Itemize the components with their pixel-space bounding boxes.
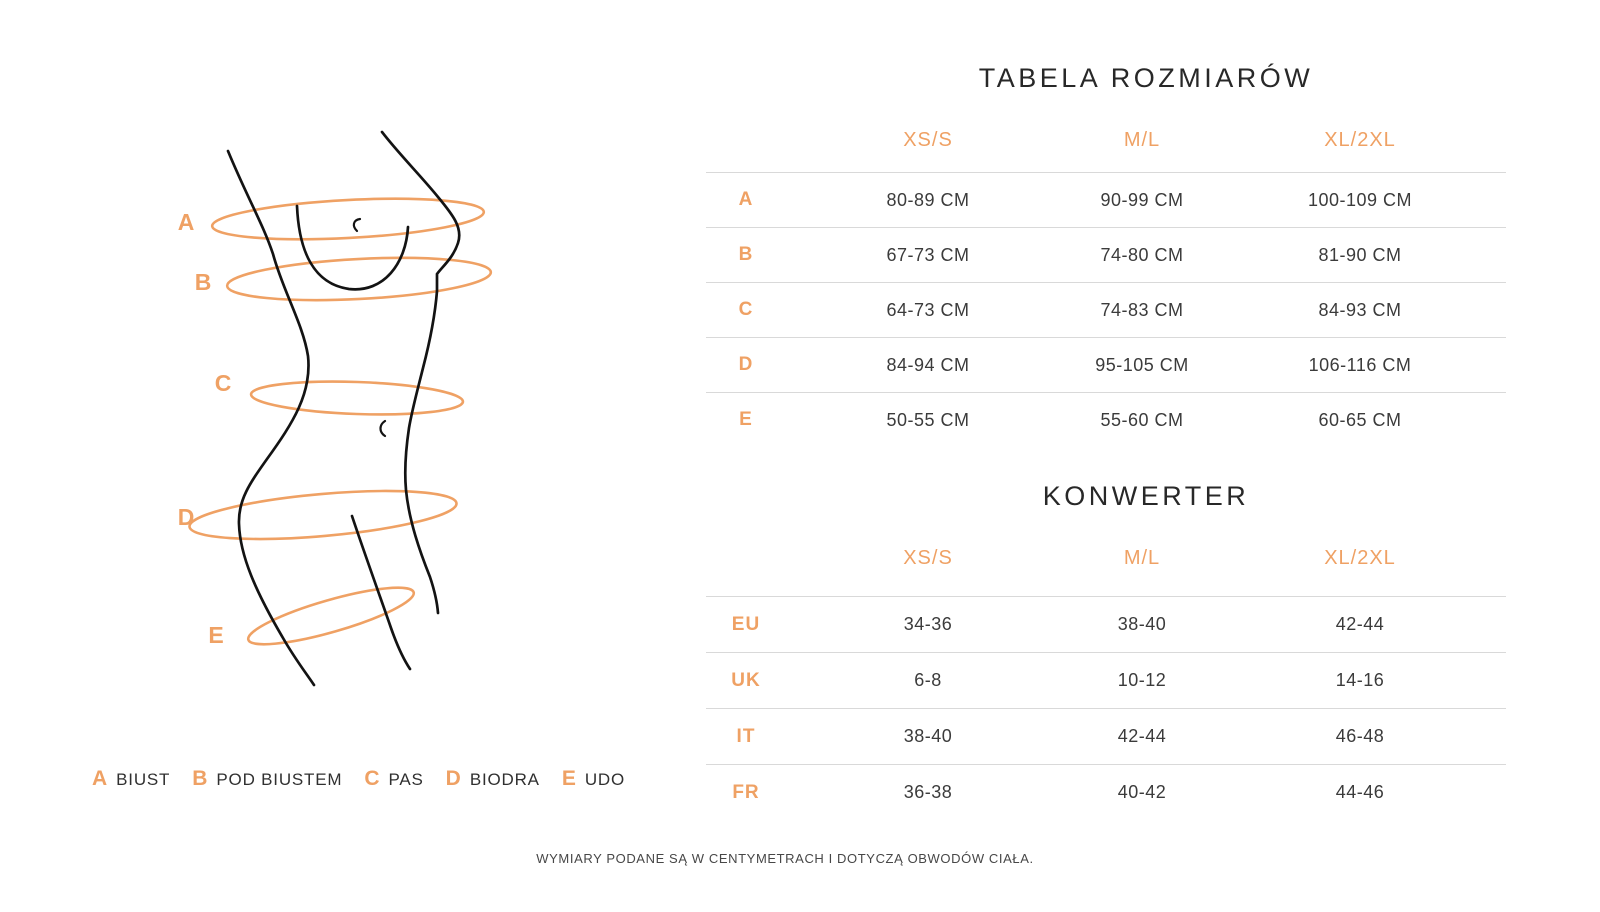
cell-value: 64-73 CM (886, 299, 970, 320)
legend-letter: B (192, 767, 208, 790)
cell-value: 38-40 (903, 726, 953, 746)
legend-letter: A (92, 767, 108, 790)
cell-value: 44-46 (1335, 782, 1385, 802)
underbust-ellipse (226, 252, 492, 306)
cell-value: 34-36 (903, 614, 953, 634)
cell-value: 106-116 CM (1308, 354, 1412, 375)
cell-value: 42-44 (1335, 614, 1385, 634)
cell-value: 95-105 CM (1095, 354, 1189, 375)
legend-item-waist (364, 767, 423, 791)
converter-table (706, 596, 1506, 820)
cell-value: 60-65 CM (1318, 409, 1402, 430)
row-label: D (738, 354, 754, 375)
footer-note: WYMIARY PODANE SĄ W CENTYMETRACH I DOTYCZĄ OBWODÓW CIAŁA. (536, 851, 1034, 866)
converter-table-title: KONWERTER (1042, 481, 1250, 511)
figure-marker-c: C (214, 370, 232, 396)
cell-value: 38-40 (1117, 614, 1167, 634)
body-figure-svg (0, 0, 660, 760)
size-table-col-xss: XS/S (903, 128, 953, 151)
legend-label: PAS (388, 770, 424, 789)
converter-table-header (706, 536, 1506, 580)
navel-mark (381, 421, 386, 436)
cell-value: 42-44 (1117, 726, 1167, 746)
cell-value: 100-109 CM (1307, 189, 1413, 210)
size-table-header (706, 118, 1506, 162)
cell-value: 55-60 CM (1100, 409, 1184, 430)
cell-value: 40-42 (1117, 782, 1167, 802)
legend-letter: C (364, 767, 380, 790)
cell-value: 84-94 CM (886, 354, 970, 375)
row-label: EU (731, 613, 761, 635)
cell-value: 74-80 CM (1100, 244, 1184, 265)
size-table-col-xl2xl: XL/2XL (1324, 128, 1396, 151)
body-measurement-figure (0, 0, 660, 760)
legend-item-thigh (562, 767, 625, 791)
figure-marker-d: D (177, 504, 195, 530)
hips-ellipse (188, 482, 459, 547)
table-row (706, 337, 1506, 392)
cell-value: 50-55 CM (886, 409, 970, 430)
cell-value: 74-83 CM (1100, 299, 1184, 320)
size-table-title: TABELA ROZMIARÓW (978, 63, 1314, 93)
cell-value: 46-48 (1335, 726, 1385, 746)
row-label: A (738, 189, 754, 210)
table-row (706, 392, 1506, 447)
legend-letter: E (561, 767, 576, 790)
size-guide-panel (706, 0, 1506, 912)
table-row (706, 596, 1506, 652)
back-contour-path (228, 151, 314, 685)
cell-value: 14-16 (1335, 670, 1385, 690)
cell-value: 10-12 (1117, 670, 1167, 690)
row-label: E (739, 409, 753, 430)
cell-value: 90-99 CM (1100, 189, 1184, 210)
legend-item-underbust (192, 767, 342, 791)
figure-marker-a: A (177, 209, 195, 235)
converter-col-xss: XS/S (903, 546, 953, 569)
row-label: FR (732, 781, 760, 803)
row-label: B (738, 244, 754, 265)
nipple-mark (354, 219, 360, 231)
legend-label: UDO (584, 770, 626, 789)
figure-marker-e: E (208, 622, 224, 648)
cell-value: 67-73 CM (886, 244, 970, 265)
table-row (706, 227, 1506, 282)
converter-col-ml: M/L (1123, 546, 1161, 569)
cell-value: 80-89 CM (886, 189, 970, 210)
cell-value: 81-90 CM (1318, 244, 1402, 265)
legend-item-bust (92, 767, 170, 791)
legend-letter: D (445, 767, 461, 790)
table-row (706, 764, 1506, 820)
cell-value: 6-8 (914, 670, 942, 690)
waist-ellipse (251, 378, 464, 417)
converter-col-xl2xl: XL/2XL (1324, 546, 1396, 569)
table-row (706, 282, 1506, 337)
legend-label: POD BIUSTEM (216, 770, 343, 789)
row-label: UK (731, 669, 761, 691)
measurement-legend (92, 767, 625, 791)
front-contour-path (382, 132, 459, 613)
table-row (706, 172, 1506, 227)
cell-value: 36-38 (903, 782, 953, 802)
legend-label: BIODRA (469, 770, 540, 789)
table-row (706, 652, 1506, 708)
size-table-col-ml: M/L (1123, 128, 1161, 151)
size-table (706, 172, 1506, 447)
row-label: IT (736, 725, 756, 747)
row-label: C (738, 299, 754, 320)
bust-ellipse (211, 193, 485, 245)
table-row (706, 708, 1506, 764)
breast-curve-path (297, 206, 408, 289)
legend-item-hips (446, 767, 540, 791)
legend-label: BIUST (116, 770, 171, 789)
figure-marker-b: B (194, 269, 212, 295)
cell-value: 84-93 CM (1318, 299, 1402, 320)
